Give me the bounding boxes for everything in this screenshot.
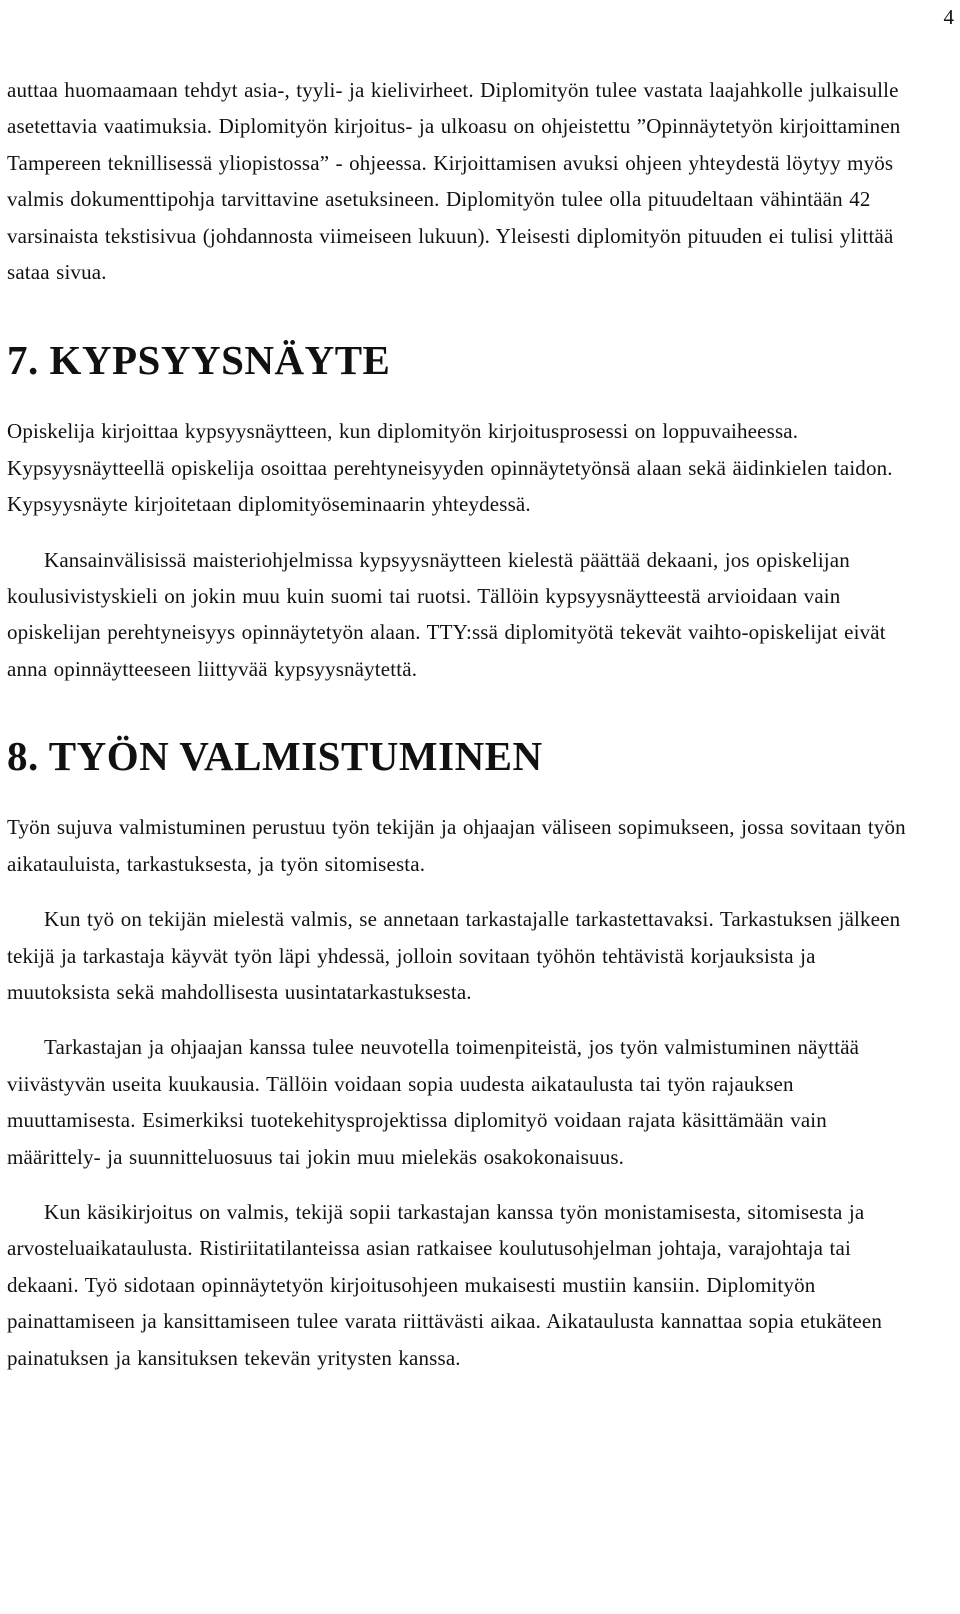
section-heading-tyon-valmistuminen: 8. TYÖN VALMISTUMINEN — [7, 733, 543, 780]
paragraph-review-process: Kun työ on tekijän mielestä valmis, se annetaan tarkastajalle tarkastettavaksi. Tarkastuksen jälkeen tekijä ja tarkastaja käyvät työn läpi yhdessä, jolloin sovitaan työhön tehtävistä korjauksista ja muutoksista sekä mahdollisesta uusintatarkastuksesta. — [7, 907, 901, 1004]
paragraph-maturity-test-intro: Opiskelija kirjoittaa kypsyysnäytteen, kun diplomityön kirjoitusprosessi on loppuvaiheessa. Kypsyysnäytteellä opiskelija osoittaa perehtyneisyyden opinnäytetyönsä alaan sekä äidinkielen taidon. Kypsyysnäyte kirjoitetaan diplomityöseminaarin yhteydessä. — [7, 419, 893, 517]
paragraph-thesis-requirements: auttaa huomaamaan tehdyt asia-, tyyli- ja kielivirheet. Diplomityön tulee vastata laajahkolle julkaisulle asetettavia vaatimuksia. Diplomityön kirjoitus- ja ulkoasu on ohjeistettu ”Opinnäytetyön kirjoittaminen Tampereen teknillisessä yliopistossa” - ohjeessa. Kirjoittamisen avuksi ohjeen yhteydestä löytyy myös valmis dokumenttipohja tarvittavine asetuksineen. Diplomityön tulee olla pituudeltaan vähintään 42 varsinaista tekstisivua (johdannosta viimeiseen lukuun). Yleisesti diplomityön pituuden ei tulisi ylittää sataa sivua. — [7, 78, 901, 285]
paragraph-completion-agreement: Työn sujuva valmistuminen perustuu työn tekijän ja ohjaajan väliseen sopimukseen, jossa sovitaan työn aikatauluista, tarkastuksesta, ja työn sitomisesta. — [7, 815, 906, 876]
paragraph-maturity-test-international: Kansainvälisissä maisteriohjelmissa kypsyysnäytteen kielestä päättää dekaani, jos opiskelijan koulusivistyskieli on jokin muu kuin suomi tai ruotsi. Tällöin kypsyysnäytteestä arvioidaan vain opiskelijan perehtyneisyys opinnäytetyön alaan. TTY:ssä diplomityötä tekevät vaihto-opiskelijat eivät anna opinnäytteeseen liittyvää kypsyysnäytettä. — [7, 547, 886, 681]
document-body — [7, 72, 925, 1376]
page-number: 4 — [943, 5, 954, 29]
section-heading-kypsyysnayte: 7. KYPSYYSNÄYTE — [7, 337, 391, 384]
paragraph-delay-negotiation: Tarkastajan ja ohjaajan kanssa tulee neuvotella toimenpiteistä, jos työn valmistuminen näyttää viivästyvän useita kuukausia. Tällöin voidaan sopia uudesta aikataulusta tai työn rajauksen muuttamisesta. Esimerkiksi tuotekehitysprojektissa diplomityö voidaan rajata käsittämään vain määrittely- ja suunnitteluosuus tai jokin muu mielekäs osakokonaisuus. — [7, 1035, 860, 1169]
paragraph-printing-binding: Kun käsikirjoitus on valmis, tekijä sopii tarkastajan kanssa työn monistamisesta, sitomisesta ja arvosteluaikataulusta. Ristiriitatilanteissa asian ratkaisee koulutusohjelman johtaja, varajohtaja tai dekaani. Työ sidotaan opinnäytetyön kirjoitusohjeen mukaisesti mustiin kansiin. Diplomityön painattamiseen ja kansittamiseen tulee varata riittävästi aikaa. Aikataulusta kannattaa sopia etukäteen painatuksen ja kansituksen tekevän yritysten kanssa. — [7, 1199, 883, 1370]
